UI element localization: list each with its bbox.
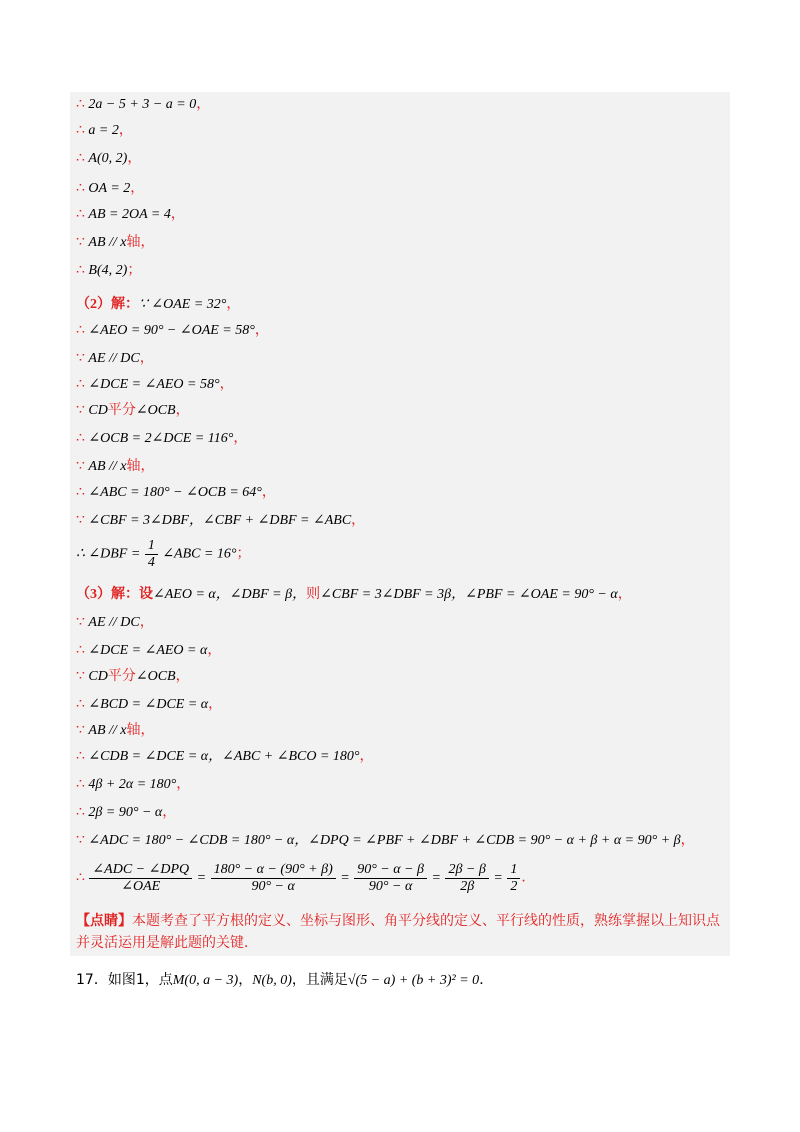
logic-symbol: ∵ bbox=[76, 351, 89, 366]
logic-symbol: ∵ bbox=[76, 235, 89, 250]
punctuation: ； bbox=[127, 263, 142, 278]
denominator: 90° − α bbox=[251, 879, 295, 894]
math-expression: ∠DCE = ∠AEO = 58° bbox=[88, 377, 220, 392]
punctuation: ； bbox=[236, 546, 251, 562]
logic-symbol: ∵ bbox=[76, 403, 89, 418]
punctuation: ， bbox=[118, 123, 133, 138]
fraction bbox=[354, 862, 427, 895]
step-line bbox=[76, 668, 190, 686]
math-expression: AE // DC bbox=[88, 351, 140, 366]
logic-symbol: ∴ bbox=[76, 870, 89, 886]
logic-symbol: ∴ bbox=[76, 431, 89, 446]
condition-formula: √(5 − a) + (b + 3)² = 0 bbox=[347, 973, 480, 988]
math-expression: AB // x bbox=[88, 459, 127, 474]
punctuation: ， bbox=[254, 323, 269, 338]
punctuation: ， bbox=[207, 643, 222, 658]
step-line bbox=[76, 696, 222, 714]
step-line bbox=[76, 804, 176, 822]
math-expression: B(4, 2) bbox=[88, 263, 128, 278]
math-expression: AB = 2OA = 4 bbox=[88, 207, 171, 222]
math-expression: ∠CBF = 3∠DBF = 3β，∠PBF = ∠OAE = 90° − α bbox=[320, 587, 618, 602]
math-expression: ∠ABC = 16° bbox=[158, 546, 237, 562]
logic-symbol: ∵ bbox=[76, 615, 89, 630]
logic-symbol: ∴ bbox=[76, 207, 89, 222]
numerator: 1 bbox=[507, 862, 520, 879]
logic-symbol: ∵ bbox=[76, 459, 89, 474]
math-expression: ∠ADC = 180° − ∠CDB = 180° − α，∠DPQ = ∠PBF + ∠DBF + ∠CDB = 90° − α + β + α = 90° + β bbox=[88, 833, 681, 848]
equals-sign: = bbox=[336, 870, 354, 886]
math-expression: AB // x bbox=[88, 723, 127, 738]
step-line bbox=[76, 150, 141, 168]
math-expression: a = 2 bbox=[88, 123, 119, 138]
punctuation: ， bbox=[617, 587, 632, 602]
step-line bbox=[76, 180, 144, 198]
math-expression: CD bbox=[88, 669, 108, 684]
step-line bbox=[76, 402, 190, 420]
fraction bbox=[211, 862, 336, 895]
logic-symbol: ∵ bbox=[76, 833, 89, 848]
fraction bbox=[145, 538, 158, 571]
step-line bbox=[76, 722, 155, 740]
denominator: ∠OAE bbox=[121, 879, 161, 894]
part3-header bbox=[76, 586, 632, 604]
part3-final bbox=[76, 862, 535, 895]
math-expression: ∠CBF = 3∠DBF，∠CBF + ∠DBF = ∠ABC bbox=[88, 513, 352, 528]
comment-paragraph bbox=[76, 910, 726, 954]
punctuation: ， bbox=[176, 777, 191, 792]
math-expression: ∵ ∠OAE = 32° bbox=[139, 297, 227, 312]
logic-symbol: ∴ bbox=[76, 181, 89, 196]
chinese-text: 平分 bbox=[107, 669, 136, 684]
step-line bbox=[76, 350, 154, 368]
math-expression: 2a − 5 + 3 − a = 0 bbox=[88, 97, 197, 112]
punctuation: ， bbox=[219, 377, 234, 392]
logic-symbol: ∴ bbox=[76, 263, 89, 278]
punctuation: ， bbox=[208, 697, 223, 712]
logic-symbol: ∴ bbox=[76, 323, 89, 338]
punctuation: ， bbox=[351, 513, 366, 528]
chinese-text: 则 bbox=[306, 587, 321, 602]
step-line bbox=[76, 512, 365, 530]
math-expression: AB // x bbox=[88, 235, 127, 250]
step-line bbox=[76, 748, 374, 766]
point-n: N(b, 0) bbox=[252, 973, 292, 988]
punctuation: ， bbox=[140, 723, 155, 738]
math-expression: 4β + 2α = 180° bbox=[88, 777, 177, 792]
numerator: 1 bbox=[145, 538, 158, 555]
question-end: ． bbox=[479, 972, 494, 988]
punctuation: ， bbox=[359, 749, 374, 764]
logic-symbol: ∵ bbox=[76, 723, 89, 738]
math-expression: ∠AEO = 90° − ∠OAE = 58° bbox=[88, 323, 255, 338]
step-line bbox=[76, 96, 210, 114]
punctuation: ． bbox=[521, 870, 536, 886]
logic-symbol: ∴ bbox=[76, 97, 89, 112]
logic-symbol: ∴ bbox=[76, 377, 89, 392]
equals-sign: = bbox=[489, 870, 507, 886]
logic-symbol: ∴ bbox=[76, 643, 89, 658]
comment-text: 本题考查了平方根的定义、坐标与图形、角平分线的定义、平行线的性质，熟练掌握以上知识点并灵活运用是解此题的关键． bbox=[76, 913, 720, 951]
step-line bbox=[76, 776, 190, 794]
denominator: 2β bbox=[460, 879, 475, 894]
punctuation: ， bbox=[175, 669, 190, 684]
chinese-text: 轴 bbox=[126, 723, 141, 738]
logic-symbol: ∴ bbox=[76, 749, 89, 764]
comment-label: 【点睛】 bbox=[76, 913, 132, 929]
question-text-1: 如图1，点 bbox=[107, 972, 173, 988]
punctuation: ， bbox=[139, 351, 154, 366]
math-expression: AE // DC bbox=[88, 615, 140, 630]
denominator: 2 bbox=[510, 879, 518, 894]
punctuation: ， bbox=[127, 151, 142, 166]
punctuation: ， bbox=[233, 431, 248, 446]
part-label: （2）解： bbox=[76, 297, 139, 312]
step-line bbox=[76, 376, 234, 394]
separator: ， bbox=[238, 972, 253, 988]
equals-sign: = bbox=[428, 870, 445, 886]
math-expression: ∠ABC = 180° − ∠OCB = 64° bbox=[88, 485, 262, 500]
step-line bbox=[76, 206, 185, 224]
punctuation: ， bbox=[162, 805, 177, 820]
logic-symbol: ∴ bbox=[76, 805, 89, 820]
punctuation: ， bbox=[680, 833, 695, 848]
math-expression: ∠CDB = ∠DCE = α，∠ABC + ∠BCO = 180° bbox=[88, 749, 360, 764]
numerator: 180° − α − (90° + β) bbox=[211, 862, 336, 879]
denominator: 4 bbox=[147, 555, 155, 570]
math-expression: ∠OCB bbox=[135, 403, 176, 418]
step-line bbox=[76, 458, 155, 476]
step-line bbox=[76, 262, 141, 280]
step-line bbox=[76, 234, 155, 252]
chinese-text: 轴 bbox=[126, 235, 141, 250]
step-line bbox=[76, 430, 247, 448]
math-expression: ∠BCD = ∠DCE = α bbox=[88, 697, 209, 712]
fraction bbox=[507, 862, 520, 895]
math-expression: ∠OCB = 2∠DCE = 116° bbox=[88, 431, 234, 446]
punctuation: ， bbox=[140, 459, 155, 474]
punctuation: ， bbox=[175, 403, 190, 418]
logic-symbol: ∴ bbox=[76, 777, 89, 792]
math-expression: ∠DCE = ∠AEO = α bbox=[88, 643, 208, 658]
numerator: ∠ADC − ∠DPQ bbox=[89, 862, 192, 879]
chinese-text: 平分 bbox=[107, 403, 136, 418]
punctuation: ， bbox=[139, 615, 154, 630]
math-expression: 2β = 90° − α bbox=[88, 805, 163, 820]
math-expression: ∠OCB bbox=[135, 669, 176, 684]
part2-final bbox=[76, 538, 251, 571]
punctuation: ， bbox=[130, 181, 145, 196]
logic-symbol: ∴ bbox=[76, 123, 89, 138]
step-line bbox=[76, 614, 154, 632]
math-expression: ∠AEO = α，∠DBF = β， bbox=[153, 587, 307, 602]
numerator: 2β − β bbox=[445, 862, 488, 879]
chinese-text: 轴 bbox=[126, 459, 141, 474]
part-label: （3）解：设 bbox=[76, 587, 153, 602]
logic-symbol: ∵ bbox=[76, 513, 89, 528]
punctuation: ， bbox=[140, 235, 155, 250]
logic-symbol: ∴ bbox=[76, 697, 89, 712]
math-expression: CD bbox=[88, 403, 108, 418]
step-line bbox=[76, 322, 269, 340]
fraction bbox=[89, 862, 192, 895]
equals-sign: = bbox=[193, 870, 210, 886]
step-line bbox=[76, 484, 276, 502]
point-m: M(0, a − 3) bbox=[172, 973, 239, 988]
punctuation: ， bbox=[226, 297, 241, 312]
denominator: 90° − α bbox=[368, 879, 413, 894]
step-line bbox=[76, 832, 695, 850]
fraction bbox=[445, 862, 488, 895]
math-expression: A(0, 2) bbox=[88, 151, 128, 166]
question-17 bbox=[76, 970, 493, 991]
step-line bbox=[76, 122, 133, 140]
part2-header bbox=[76, 296, 240, 314]
punctuation: ， bbox=[196, 97, 211, 112]
math-expression: OA = 2 bbox=[88, 181, 131, 196]
step-line bbox=[76, 642, 221, 660]
logic-symbol: ∴ bbox=[76, 485, 89, 500]
punctuation: ， bbox=[261, 485, 276, 500]
question-number: 17． bbox=[76, 972, 108, 988]
question-text-2: ，且满足 bbox=[291, 972, 348, 988]
logic-symbol: ∵ bbox=[76, 669, 89, 684]
logic-symbol: ∴ bbox=[76, 151, 89, 166]
numerator: 90° − α − β bbox=[354, 862, 427, 879]
punctuation: ， bbox=[170, 207, 185, 222]
math-expression: ∴ ∠DBF = bbox=[76, 546, 144, 562]
